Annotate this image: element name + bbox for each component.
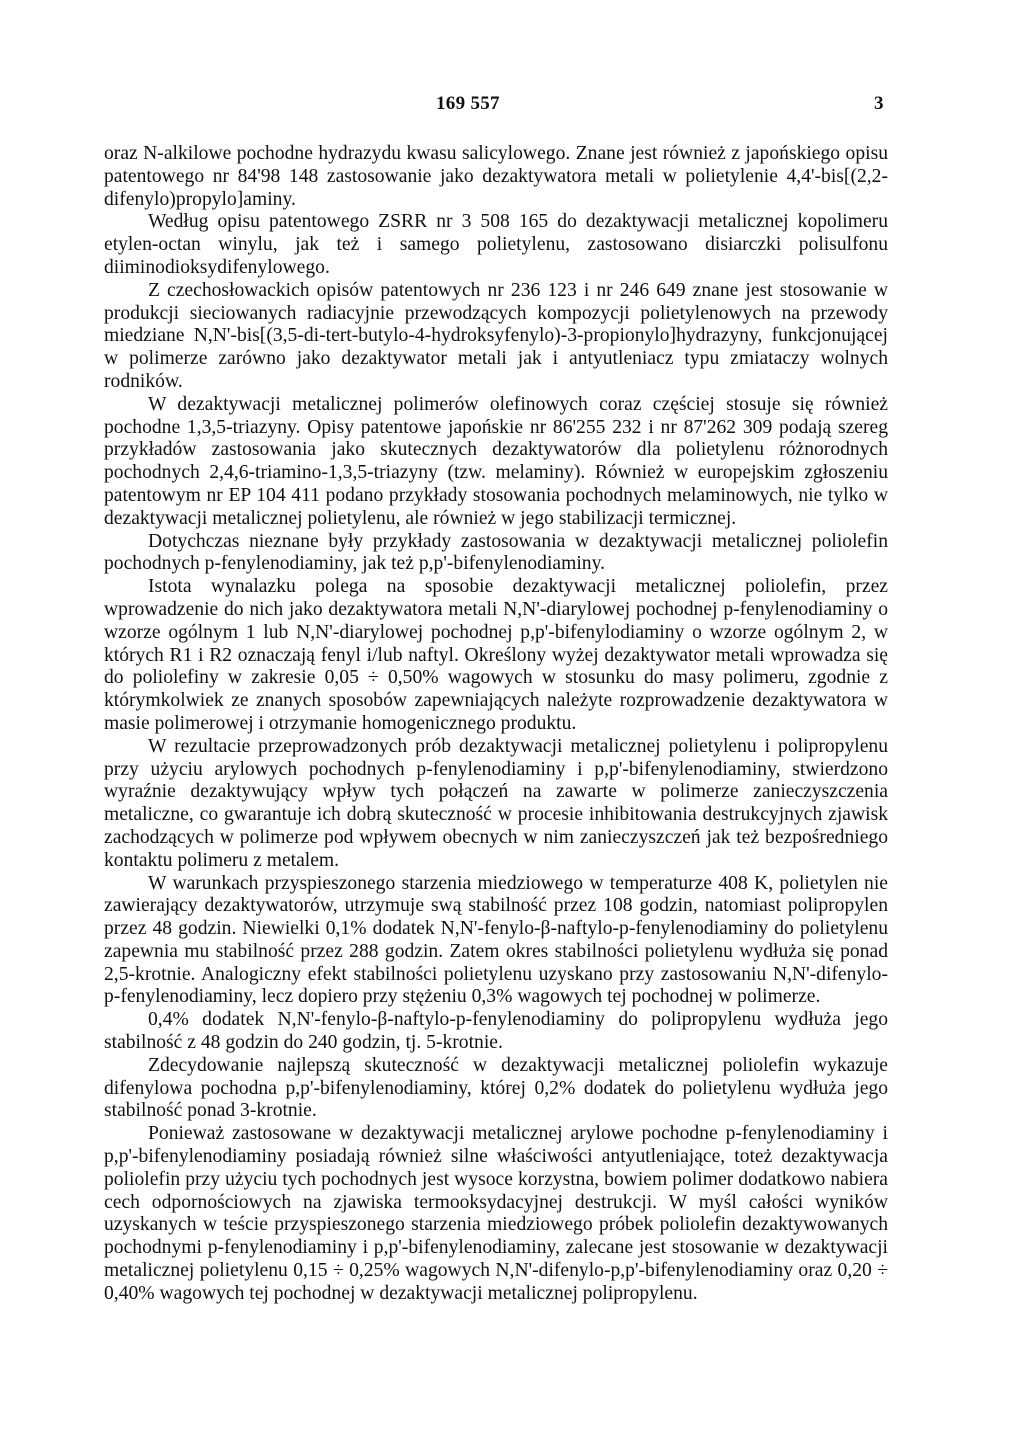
paragraph: Ponieważ zastosowane w dezaktywacji metalicznej arylowe pochodne p-fenylenodiaminy i p,p'-bifenylenodiaminy posiadają również silne właściwości antyutleniające, toteż dezaktywacja poliolefin przy użyciu tych pochodnych jest wysoce korzystna, bowiem polimer dodatkowo nabiera cech odpornościowych na zjawiska termooksydacyjnej destrukcji. W myśl całości wyników uzyskanych w teście przyspieszonego starzenia miedziowego próbek poliolefin dezaktywowanych pochodnymi p-fenylenodiaminy i p,p'-bifenylenodiaminy, zalecane jest stosowanie w dezaktywacji metalicznej polietylenu 0,15 ÷ 0,25% wagowych N,N'-difenylo-p,p'-bifenylenodiaminy oraz 0,20 ÷ 0,40% wagowych tej pochodnej w dezaktywacji metalicznej polipropylenu. (104, 1123, 888, 1304)
paragraph: Zdecydowanie najlepszą skuteczność w dezaktywacji metalicznej poliolefin wykazuje difenylowa pochodna p,p'-bifenylenodiaminy, której 0,2% dodatek do polietylenu wydłuża jego stabilność ponad 3-krotnie. (104, 1054, 888, 1122)
body-text (104, 143, 888, 1306)
patent-number: 169 557 (436, 93, 500, 114)
paragraph: Istota wynalazku polega na sposobie dezaktywacji metalicznej poliolefin, przez wprowadzenie do nich jako dezaktywatora metali N,N'-diarylowej pochodnej p-fenylenodiaminy o wzorze ogólnym 1 lub N,N'-diarylowej pochodnej p,p'-bifenylodiaminy o wzorze ogólnym 2, w których R1 i R2 oznaczają fenyl i/lub naftyl. Określony wyżej dezaktywator metali wprowadza się do poliolefiny w zakresie 0,05 ÷ 0,50% wagowych w stosunku do masy polimeru, zgodnie z którymkolwiek ze znanych sposobów zapewniających należyte rozprowadzenie dezaktywatora w masie polimerowej i otrzymanie homogenicznego produktu. (104, 576, 888, 734)
paragraph: 0,4% dodatek N,N'-fenylo-β-naftylo-p-fenylenodiaminy do polipropylenu wydłuża jego stabilność z 48 godzin do 240 godzin, tj. 5-krotnie. (104, 1009, 888, 1054)
paragraph: W dezaktywacji metalicznej polimerów olefinowych coraz częściej stosuje się również pochodne 1,3,5-triazyny. Opisy patentowe japońskie nr 86'255 232 i nr 87'262 309 podają szereg przykładów zastosowania jako skutecznych dezaktywatorów dla polietylenu różnorodnych pochodnych 2,4,6-triamino-1,3,5-triazyny (tzw. melaminy). Również w europejskim zgłoszeniu patentowym nr EP 104 411 podano przykłady stosowania pochodnych melaminowych, nie tylko w dezaktywacji metalicznej polietylenu, ale również w jego stabilizacji termicznej. (104, 393, 888, 529)
paragraph: oraz N-alkilowe pochodne hydrazydu kwasu salicylowego. Znane jest również z japońskiego opisu patentowego nr 84'98 148 zastosowanie jako dezaktywatora metali w polietylenie 4,4'-bis[(2,2-difenylo)propylo]aminy. (104, 143, 888, 210)
paragraph: Z czechosłowackich opisów patentowych nr 236 123 i nr 246 649 znane jest stosowanie w produkcji sieciowanych radiacyjnie przewodzących kompozycji polietylenowych na przewody miedziane N,N'-bis[(3,5-di-tert-butylo-4-hydroksyfenylo)-3-propionylo]hydrazyny, funkcjonującej w polimerze zarówno jako dezaktywator metali jak i antyutleniacz typu zmiataczy wolnych rodników. (104, 279, 888, 392)
page-number: 3 (874, 93, 884, 114)
paragraph: Według opisu patentowego ZSRR nr 3 508 165 do dezaktywacji metalicznej kopolimeru etylen-octan winylu, jak też i samego polietylenu, zastosowano disiarczki polisulfonu diiminodioksydifenylowego. (104, 211, 888, 278)
paragraph: W rezultacie przeprowadzonych prób dezaktywacji metalicznej polietylenu i polipropylenu przy użyciu arylowych pochodnych p-fenylenodiaminy i p,p'-bifenylenodiaminy, stwierdzono wyraźnie dezaktywujący wpływ tych połączeń na zawarte w polimerze zanieczyszczenia metaliczne, co gwarantuje ich dobrą skuteczność w procesie inhibitowania destrukcyjnych zjawisk zachodzących w polimerze pod wpływem obecnych w nim zanieczyszczeń jak też bezpośredniego kontaktu polimeru z metalem. (104, 735, 888, 871)
paragraph: W warunkach przyspieszonego starzenia miedziowego w temperaturze 408 K, polietylen nie zawierający dezaktywatorów, utrzymuje swą stabilność przez 108 godzin, natomiast polipropylen przez 48 godzin. Niewielki 0,1% dodatek N,N'-fenylo-β-naftylo-p-fenylenodiaminy do polietylenu zapewnia mu stabilność przez 288 godzin. Zatem okres stabilności polietylenu wydłuża się ponad 2,5-krotnie. Analogiczny efekt stabilności polietylenu uzyskano przy zastosowaniu N,N'-difenylo-p-fenylenodiaminy, lecz dopiero przy stężeniu 0,3% wagowych tej pochodnej w polimerze. (104, 872, 888, 1008)
paragraph: Dotychczas nieznane były przykłady zastosowania w dezaktywacji metalicznej poliolefin pochodnych p-fenylenodiaminy, jak też p,p'-bifenylenodiaminy. (104, 530, 888, 575)
